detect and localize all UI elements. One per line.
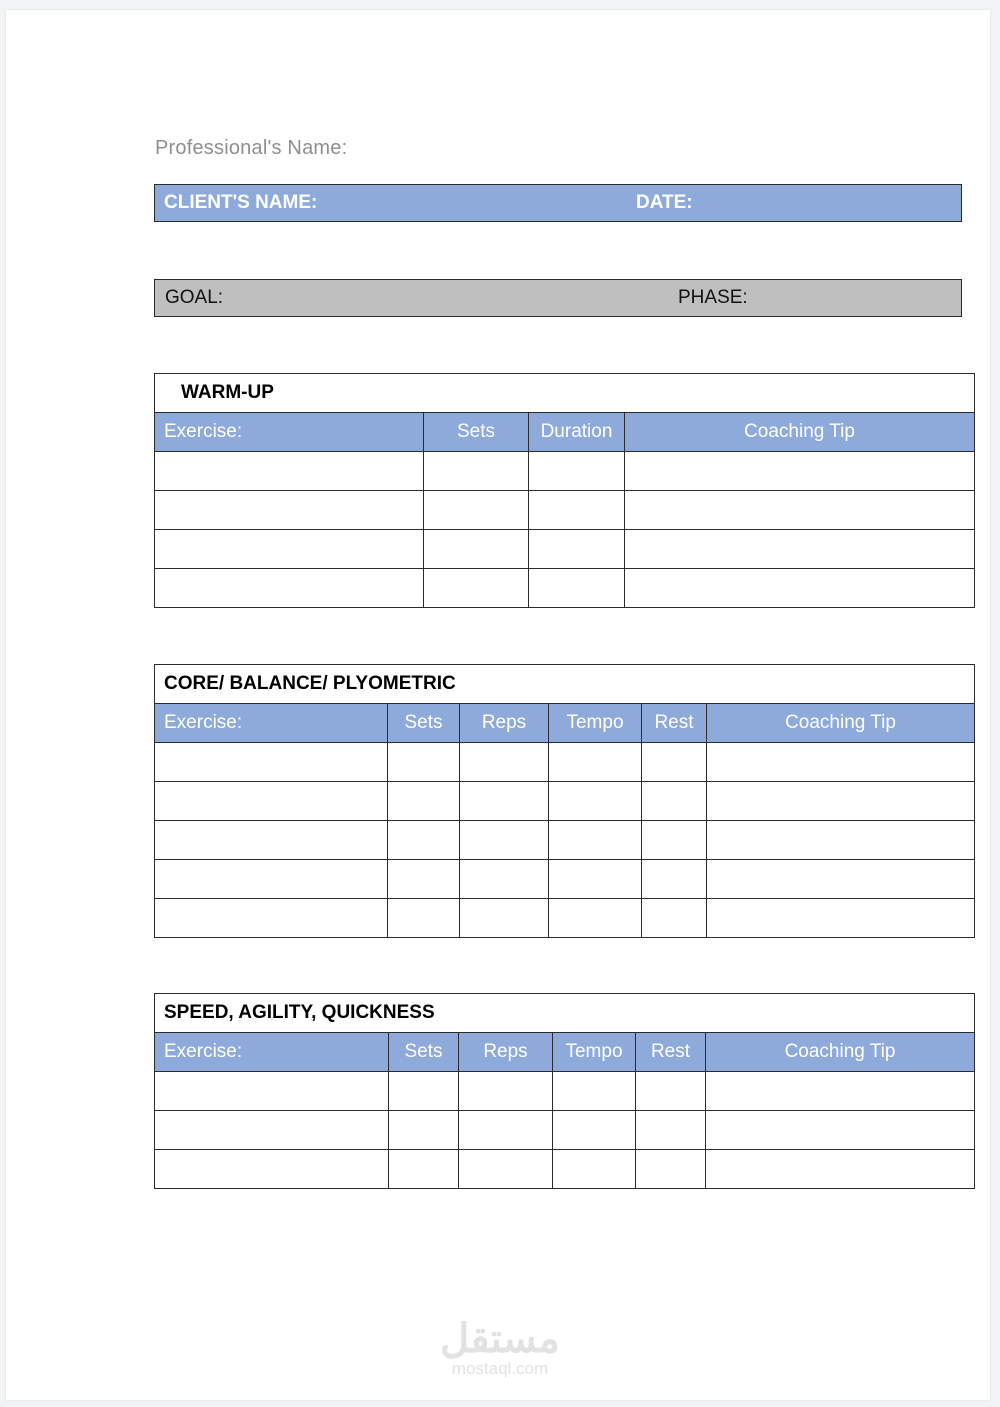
- duration-cell[interactable]: [529, 452, 625, 491]
- table-row: [155, 899, 975, 938]
- phase-label: PHASE:: [678, 287, 748, 308]
- core-col-rest: Rest: [642, 704, 707, 743]
- exercise-cell[interactable]: [155, 782, 388, 821]
- speed-col-exercise: Exercise:: [155, 1033, 389, 1072]
- client-name-label: CLIENT'S NAME:: [164, 192, 318, 213]
- coaching-tip-cell[interactable]: [625, 569, 975, 608]
- sets-cell[interactable]: [389, 1111, 459, 1150]
- rest-cell[interactable]: [642, 743, 707, 782]
- rest-cell[interactable]: [642, 899, 707, 938]
- reps-cell[interactable]: [459, 1111, 553, 1150]
- core-header-row: [155, 704, 975, 743]
- sets-cell[interactable]: [388, 860, 460, 899]
- core-col-sets: Sets: [388, 704, 460, 743]
- tempo-cell[interactable]: [549, 821, 642, 860]
- goal-bar: [154, 279, 962, 317]
- tempo-cell[interactable]: [553, 1072, 636, 1111]
- warmup-header-row: [155, 413, 975, 452]
- core-col-reps: Reps: [460, 704, 549, 743]
- sets-cell[interactable]: [388, 782, 460, 821]
- speed-header-row: [155, 1033, 975, 1072]
- coaching-tip-cell[interactable]: [625, 491, 975, 530]
- speed-col-tempo: Tempo: [553, 1033, 636, 1072]
- warmup-title: WARM-UP: [155, 374, 975, 413]
- exercise-cell[interactable]: [155, 743, 388, 782]
- reps-cell[interactable]: [460, 743, 549, 782]
- goal-label: GOAL:: [165, 287, 224, 308]
- tempo-cell[interactable]: [553, 1150, 636, 1189]
- tempo-cell[interactable]: [549, 743, 642, 782]
- warmup-col-sets: Sets: [424, 413, 529, 452]
- table-row: [155, 1072, 975, 1111]
- coaching-tip-cell[interactable]: [625, 452, 975, 491]
- coaching-tip-cell[interactable]: [707, 899, 975, 938]
- coaching-tip-cell[interactable]: [707, 821, 975, 860]
- table-row: [155, 1111, 975, 1150]
- core-col-tempo: Tempo: [549, 704, 642, 743]
- coaching-tip-cell[interactable]: [706, 1072, 975, 1111]
- rest-cell[interactable]: [636, 1111, 706, 1150]
- table-row: [155, 782, 975, 821]
- table-row: [155, 743, 975, 782]
- warmup-table: [154, 373, 975, 608]
- rest-cell[interactable]: [642, 782, 707, 821]
- warmup-col-duration: Duration: [529, 413, 625, 452]
- sets-cell[interactable]: [388, 821, 460, 860]
- coaching-tip-cell[interactable]: [707, 743, 975, 782]
- speed-title: SPEED, AGILITY, QUICKNESS: [155, 994, 975, 1033]
- sets-cell[interactable]: [388, 899, 460, 938]
- reps-cell[interactable]: [460, 860, 549, 899]
- tempo-cell[interactable]: [553, 1111, 636, 1150]
- rest-cell[interactable]: [642, 821, 707, 860]
- core-col-exercise: Exercise:: [155, 704, 388, 743]
- client-bar: [154, 184, 962, 222]
- exercise-cell[interactable]: [155, 1150, 389, 1189]
- watermark-site: mostaql.com: [451, 1359, 549, 1378]
- professional-name-label: Professional's Name:: [155, 137, 348, 159]
- exercise-cell[interactable]: [155, 860, 388, 899]
- sets-cell[interactable]: [389, 1150, 459, 1189]
- table-row: [155, 860, 975, 899]
- warmup-col-exercise: Exercise:: [155, 413, 424, 452]
- reps-cell[interactable]: [459, 1150, 553, 1189]
- exercise-cell[interactable]: [155, 899, 388, 938]
- core-col-coaching-tip: Coaching Tip: [707, 704, 975, 743]
- sets-cell[interactable]: [424, 491, 529, 530]
- table-row: [155, 821, 975, 860]
- sets-cell[interactable]: [424, 530, 529, 569]
- warmup-col-coaching-tip: Coaching Tip: [625, 413, 975, 452]
- core-title: CORE/ BALANCE/ PLYOMETRIC: [155, 665, 975, 704]
- rest-cell[interactable]: [642, 860, 707, 899]
- exercise-cell[interactable]: [155, 452, 424, 491]
- tempo-cell[interactable]: [549, 899, 642, 938]
- coaching-tip-cell[interactable]: [706, 1150, 975, 1189]
- coaching-tip-cell[interactable]: [706, 1111, 975, 1150]
- duration-cell[interactable]: [529, 491, 625, 530]
- reps-cell[interactable]: [460, 899, 549, 938]
- reps-cell[interactable]: [459, 1072, 553, 1111]
- sets-cell[interactable]: [388, 743, 460, 782]
- sets-cell[interactable]: [424, 452, 529, 491]
- exercise-cell[interactable]: [155, 530, 424, 569]
- coaching-tip-cell[interactable]: [707, 782, 975, 821]
- table-row: [155, 530, 975, 569]
- coaching-tip-cell[interactable]: [625, 530, 975, 569]
- rest-cell[interactable]: [636, 1150, 706, 1189]
- table-row: [155, 491, 975, 530]
- exercise-cell[interactable]: [155, 569, 424, 608]
- speed-col-rest: Rest: [636, 1033, 706, 1072]
- speed-col-reps: Reps: [459, 1033, 553, 1072]
- table-row: [155, 452, 975, 491]
- tempo-cell[interactable]: [549, 782, 642, 821]
- reps-cell[interactable]: [460, 821, 549, 860]
- reps-cell[interactable]: [460, 782, 549, 821]
- exercise-cell[interactable]: [155, 491, 424, 530]
- exercise-cell[interactable]: [155, 821, 388, 860]
- duration-cell[interactable]: [529, 569, 625, 608]
- watermark-logo: مستقل: [440, 1317, 560, 1361]
- duration-cell[interactable]: [529, 530, 625, 569]
- core-table: [154, 664, 975, 938]
- date-label: DATE:: [636, 192, 693, 213]
- sets-cell[interactable]: [424, 569, 529, 608]
- sets-cell[interactable]: [389, 1072, 459, 1111]
- exercise-cell[interactable]: [155, 1111, 389, 1150]
- exercise-cell[interactable]: [155, 1072, 389, 1111]
- tempo-cell[interactable]: [549, 860, 642, 899]
- speed-table: [154, 993, 975, 1189]
- speed-col-sets: Sets: [389, 1033, 459, 1072]
- table-row: [155, 569, 975, 608]
- coaching-tip-cell[interactable]: [707, 860, 975, 899]
- speed-col-coaching-tip: Coaching Tip: [706, 1033, 975, 1072]
- table-row: [155, 1150, 975, 1189]
- rest-cell[interactable]: [636, 1072, 706, 1111]
